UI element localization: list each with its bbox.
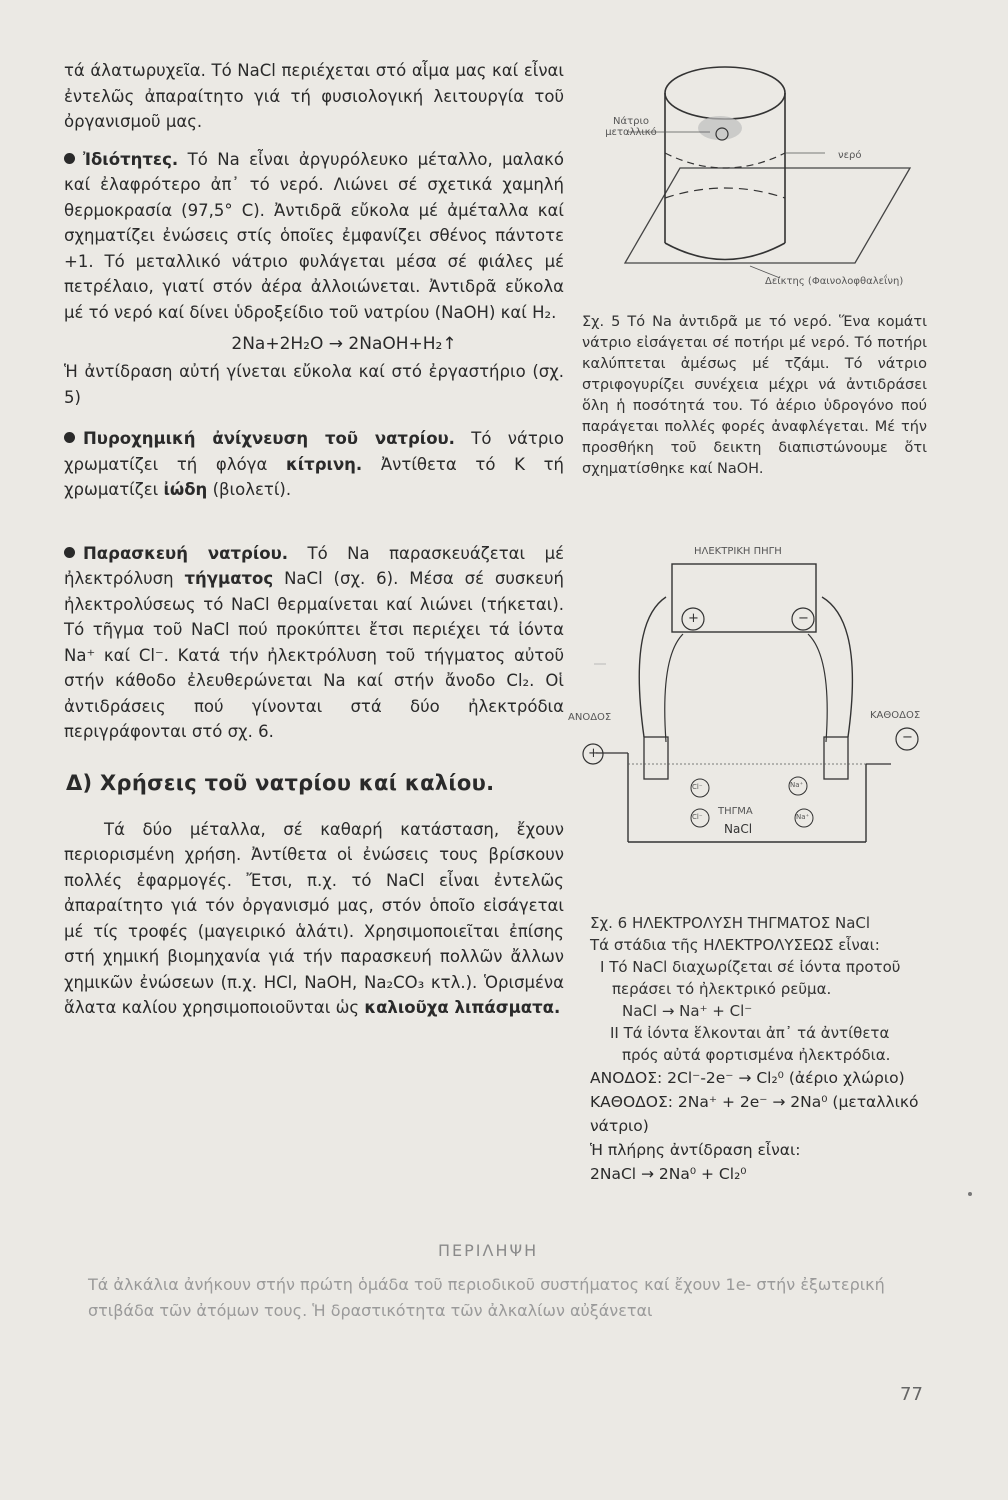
properties-text: Τό Na εἶναι ἀργυρόλευκο μέταλλο, μαλακό καί ἐλαφρότερο ἀπ᾿ τό νερό. Λιώνει σέ σχετικά χαμηλή θερμοκρασία (97,5° C). Ἀντιδρᾶ εὔκολα μέ ἀμέταλλα καί σχηματίζει ἐνώσεις στίς ὁποῖες ἐμφανίζει σθένος πάντοτε +1. Τό μεταλλικό νάτριο φυλάγεται μέσα σέ φιάλες μέ πετρέλαιο, γιατί στόν ἀέρα ἀλλοιώνεται. Ἀντιδρᾶ εὔκολα μέ τό νερό καί δίνει ὑδροξείδιο τοῦ νατρίου (NaOH) καί H₂. [64,149,564,322]
cathode-sign: − [902,730,913,745]
bullet-icon [64,432,75,443]
figure-6-title: Σχ. 6 ΗΛΕΚΤΡΟΛΥΣΗ ΤΗΓΜΑΤΟΣ NaCl [590,914,871,932]
label-power-source: ΗΛΕΚΤΡΙΚΗ ΠΗΓΗ [694,546,782,557]
figure-5 [570,58,930,298]
flame-test-heading: Πυροχημική ἀνίχνευση τοῦ νατρίου. [83,429,455,448]
flame-test-paragraph [64,426,564,503]
flame-text-1: Τό νάτριο χρωματίζει τή φλόγα [64,429,564,474]
flame-text-2: Ἀντίθετα τό K τή χρωματίζει [64,454,565,499]
figure-6-intro: Τά στάδια τῆς ΗΛΕΚΤΡΟΛΥΣΕΩΣ εἶναι: [590,936,880,954]
anode-sign: + [588,746,599,761]
bullet-icon [64,153,75,164]
preparation-heading: Παρασκευή νατρίου. [83,543,289,563]
summary-text: Τά ἀλκάλια ἀνήκουν στήν πρώτη ὁμάδα τοῦ περιοδικοῦ συστήματος καί ἔχουν 1e- στήν ἐξωτερική στιβάδα τῶν ἀτόμων τους. Ἡ δραστικότητα τῶν ἀλκαλίων αὐξάνεται [88,1275,885,1320]
label-sodium-metal: Νάτριο μεταλλικό [605,116,657,138]
uses-paragraph [64,817,564,1021]
minus-terminal-sign: − [798,611,809,626]
properties-paragraph [64,147,564,326]
page-number: 77 [900,1384,923,1405]
flame-text-3: (βιολετί). [212,480,292,499]
figure-6-caption [590,912,930,1186]
uses-text: Τά δύο μέταλλα, σέ καθαρή κατάσταση, ἔχουν περιορισμένη χρήση. Ἀντίθετα οἱ ἐνώσεις τους βρίσκουν πολλές ἐφαρμογές. Ἔτσι, π.χ. τό NaCl εἶναι ἐντελῶς ἀπαραίτητο γιά τόν ὀργανισμό μας, στόν ὁποῖο εἰσάγεται μέ τίς τροφές (μαγειρικό ἁλάτι). Χρησιμοποιεῖται ἐπίσης στή χημική βιομηχανία γιά τήν παρασκευή πολλῶν ἄλλων χημικῶν ἐνώσεων (π.χ. HCl, NaOH, Na₂CO₃ κτλ.). Ὁρισμένα ἅλατα καλίου χρησιμοποιοῦνται ὡς [64,819,564,1017]
bullet-icon [64,547,75,558]
anode-equation: ΑΝΟΔΟΣ: 2Cl⁻-2e⁻ → Cl₂⁰ (ἀέριο χλώριο) [590,1069,905,1087]
uses-section-title: Δ) Χρήσεις τοῦ νατρίου καί καλίου. [66,770,495,795]
prep-text-1: Τό Na παρασκευάζεται μέ ἠλεκτρόλυση [64,543,564,588]
label-anode: ΑΝΟΔΟΣ [568,712,612,723]
right-column [582,312,927,480]
ion-cl-1: Cl⁻ [692,783,703,791]
figure-5-caption: Σχ. 5 Τό Na ἀντιδρᾶ με τό νερό. Ἕνα κομάτι νάτριο εἰσάγεται σέ ποτήρι μέ νερό. Τό ποτήρι καλύπτεται ἀμέσως μέ τζάμι. Τό νάτριο στριφογυρίζει συνέχεια μέχρι νά ἀντιδράσει ὅλη ἡ ποσότητά του. Τό ἀέριο ὑδρογόνο πού παράγεται πολλές φορές ἀναφλέγεται. Μέ τήν προσθήκη τοῦ δεικτη διαπιστώνουμε ὅτι σχηματίσθηκε καί NaOH. [582,314,927,477]
plus-terminal-sign: + [688,611,699,626]
label-cathode: ΚΑΘΟΔΟΣ [870,710,921,721]
total-reaction-equation: 2NaCl → 2Na⁰ + Cl₂⁰ [590,1165,747,1183]
figure-6 [566,542,936,862]
label-indicator: Δείκτης (Φαινολοφθαλεΐνη) [765,276,904,287]
stage-2: ΙΙ Τά ἰόντα ἕλκονται ἀπ᾿ τά ἀντίθετα πρός αὐτά φορτισμένα ἠλεκτρόδια. [610,1024,891,1064]
stage-1-equation: NaCl → Na⁺ + Cl⁻ [622,1002,753,1020]
ion-na-1: Na⁺ [790,781,804,789]
prep-text-2: NaCl (σχ. 6). Μέσα σέ συσκευή ἠλεκτρολύσεως τό NaCl θερμαίνεται καί λιώνει (τήκεται). Τό τῆγμα τοῦ NaCl πού προκύπτει ἔτσι περιέχει τά ἰόντα Na⁺ καί Cl⁻. Κατά τήν ἠλεκτρόλυση τοῦ τήγματος αὐτοῦ στήν κάθοδο ἐλευθερώνεται Na καί στήν ἄνοδο Cl₂. Οἱ ἀντιδράσεις πού γίνονται στά δύο ἠλεκτρόδια περιγράφονται στό σχ. 6. [64,569,565,741]
stage-1: Ι Τό NaCl διαχωρίζεται σέ ἰόντα προτοῦ περάσει τό ἠλεκτρικό ρεῦμα. [600,958,901,998]
left-column [64,58,564,1021]
prep-emph: τήγματος [184,569,274,588]
flame-color-k: ἰώδη [163,480,208,499]
intro-paragraph: τά άλατωρυχεῖα. Τό NaCl περιέχεται στό αἷμα μας καί εἶναι ἐντελῶς ἀπαραίτητο γιά τή φυσιολογική λειτουργία τοῦ ὀργανισμοῦ μας. [64,61,564,131]
cathode-equation: ΚΑΘΟΔΟΣ: 2Na⁺ + 2e⁻ → 2Na⁰ (μεταλλικό νάτριο) [590,1093,919,1135]
ion-cl-2: Cl⁻ [692,813,703,821]
reaction-equation: 2Na+2H₂O → 2NaOH+H₂↑ [231,334,457,354]
reaction-note: Ἡ ἀντίδραση αὐτή γίνεται εὔκολα καί στό ἐργαστήριο (σχ. 5) [64,362,564,407]
preparation-paragraph [64,541,564,745]
beaker-drawing [570,58,930,298]
flame-color-na: κίτρινη. [286,454,363,474]
summary-title: ΠΕΡΙΛΗΨΗ [438,1241,539,1260]
label-nacl: NaCl [724,822,753,836]
margin-dot [968,1192,972,1196]
total-reaction-intro: Ἡ πλήρης ἀντίδραση εἶναι: [590,1141,801,1159]
uses-emph: καλιοῦχα λιπάσματα. [364,998,561,1017]
properties-heading: Ἰδιότητες. [83,149,179,169]
label-melt: ΤΗΓΜΑ [718,806,753,817]
ion-na-2: Na⁺ [796,813,810,821]
label-water: νερό [838,150,862,161]
